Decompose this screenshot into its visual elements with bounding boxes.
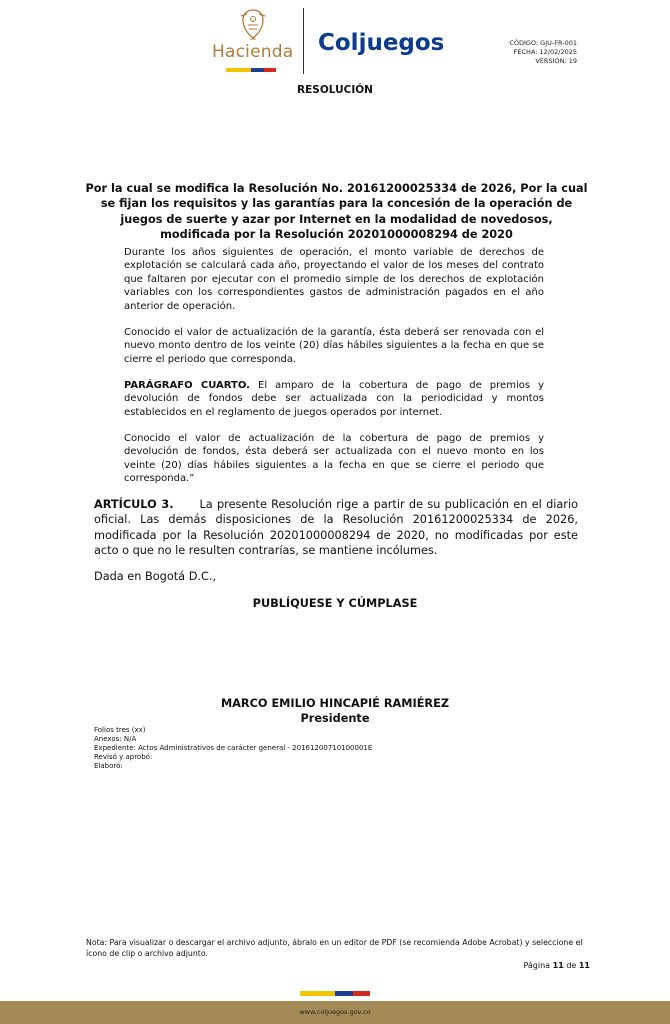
flag-stripe: [226, 68, 276, 72]
version-text: VERSIÓN: 19: [535, 57, 577, 65]
document-code-block: [470, 39, 577, 66]
document-type-heading: RESOLUCIÓN: [297, 84, 373, 96]
reviso-text: Revisó y aprobó:: [94, 752, 153, 761]
signature-block: [0, 696, 670, 726]
footer-flag-stripe: [300, 991, 370, 996]
coljuegos-logo-text: Coljuegos: [318, 30, 445, 56]
page-number: [470, 961, 590, 970]
fecha-text: FECHA: 12/02/2025: [513, 48, 577, 56]
paragrafo-cuarto-text: El amparo de la cobertura de pago de premios y devolución de fondos debe ser actualizada con la periodicidad y montos establecidos en el reglamento de juegos operados por internet.: [124, 380, 544, 418]
expediente-text: Expediente: Actos Administrativos de carácter general - 20161200710100001E: [94, 743, 373, 752]
page-total: 11: [578, 961, 590, 970]
publiquese-heading: PUBLÍQUESE Y CÚMPLASE: [252, 597, 418, 610]
colombia-crest-icon: [238, 8, 268, 44]
page-label: Página: [523, 961, 551, 970]
quoted-paragraph-1: Durante los años siguientes de operación, el monto variable de derechos de explotación se calculará cada año, proyectando el valor de los meses del contrato que faltaren por ejecutar con el promedio simple de los derechos de explotación variables con los correspondientes gastos de administración pagados en el año anterior de operación.: [124, 247, 544, 312]
codigo-text: CÓDIGO: GJU-FR-001: [509, 39, 577, 47]
signer-role: Presidente: [300, 712, 370, 725]
paragrafo-cuarto-label: PARÁGRAFO CUARTO.: [124, 380, 250, 391]
page-sep: de: [566, 961, 577, 970]
header-divider: [303, 8, 304, 74]
article-3-text: La presente Resolución rige a partir de su publicación en el diario oficial. Las demás disposiciones de la Resolución 20161200025334 de 2026, modificada por la Resolución 20201000008294 de 2020, no modificadas por este acto o que no le resulten contrarías, se mantiene incólumes.: [94, 498, 578, 557]
elaboro-text: Elaboró:: [94, 761, 123, 770]
quoted-paragraph-4: Conocido el valor de actualización de la cobertura de pago de premios y devolución de fondos, ésta deberá ser actualizada con el nuevo monto en los veinte (20) días hábiles siguientes a la fecha en que se cierre el periodo que corresponda.”: [124, 433, 544, 485]
quoted-paragraph-2: Conocido el valor de actualización de la garantía, ésta deberá ser renovada con el nuevo monto dentro de los veinte (20) días hábiles siguientes a la fecha en que se cierre el periodo que corresponda.: [124, 327, 544, 365]
article-3-label: ARTÍCULO 3.: [94, 498, 174, 511]
dada-en-text: Dada en Bogotá D.C.,: [94, 570, 217, 583]
folios-text: Folios tres (xx): [94, 726, 146, 734]
footer-url[interactable]: www.coljuegos.gov.co: [299, 1008, 371, 1016]
page-current: 11: [552, 961, 564, 970]
resolution-title: Por la cual se modifica la Resolución No. 20161200025334 de 2026, Por la cual se fijan los requisitos y las garantías para la concesión de la operación de juegos de suerte y azar por Internet en la modalidad de novedosos, modificada por la Resolución 20201000008294 de 2020: [85, 182, 588, 242]
article-3: [94, 497, 578, 558]
quoted-paragraph-3: [124, 379, 544, 419]
attachment-note: Nota: Para visualizar o descargar el archivo adjunto, ábralo en un editor de PDF (se recomienda Adobe Acrobat) y seleccione el ícono de clip o archivo adjunto.: [86, 938, 583, 958]
document-metadata: [94, 726, 372, 771]
hacienda-logo-text: Hacienda: [212, 42, 294, 62]
anexos-text: Anexos: N/A: [94, 734, 137, 743]
signer-name: MARCO EMILIO HINCAPIÉ RAMIÉREZ: [220, 697, 450, 710]
